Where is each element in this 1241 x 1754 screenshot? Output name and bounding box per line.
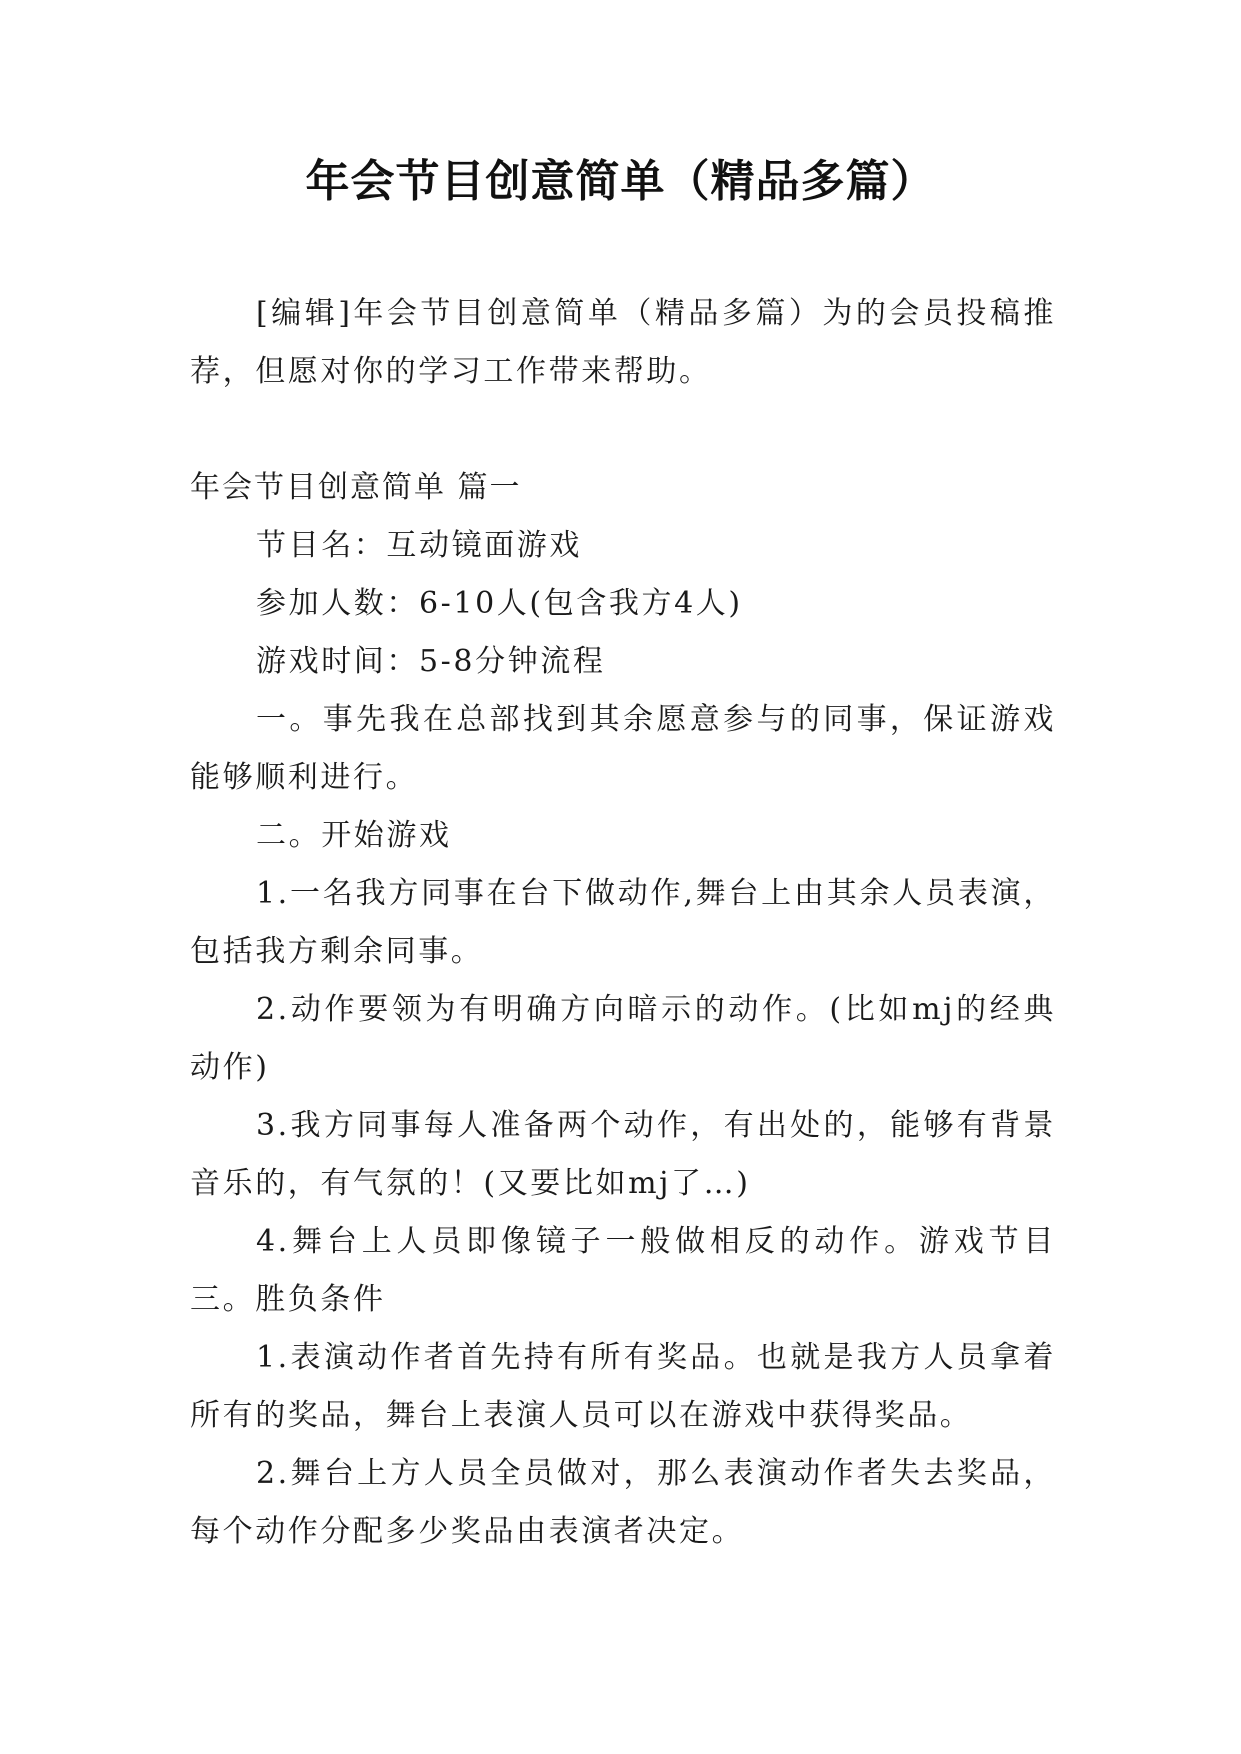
paragraph-game-time: 游戏时间：5-8分钟流程: [256, 644, 606, 679]
paragraph-rule-2: 2.动作要领为有明确方向暗示的动作。(比如mj的经典动作): [190, 992, 1056, 1085]
paragraph-rule-3: 3.我方同事每人准备两个动作，有出处的，能够有背景音乐的，有气氛的！(又要比如mj了…): [190, 1108, 1056, 1201]
paragraph-participants: 参加人数：6-10人(包含我方4人): [256, 586, 743, 621]
document-title: 年会节目创意简单（精品多篇）: [305, 156, 936, 207]
document-body: [190, 285, 1056, 1561]
intro-paragraph: [编辑]年会节目创意简单（精品多篇）为的会员投稿推荐，但愿对你的学习工作带来帮助。: [190, 296, 1056, 389]
paragraph-program-name: 节目名：互动镜面游戏: [256, 528, 582, 563]
paragraph-condition-1: 1.表演动作者首先持有所有奖品。也就是我方人员拿着所有的奖品，舞台上表演人员可以在游戏中获得奖品。: [190, 1340, 1056, 1433]
section-heading: 年会节目创意简单 篇一: [190, 470, 522, 505]
paragraph-step-one: 一。事先我在总部找到其余愿意参与的同事，保证游戏能够顺利进行。: [190, 702, 1056, 795]
paragraph-rule-4: 4.舞台上人员即像镜子一般做相反的动作。游戏节目三。胜负条件: [190, 1224, 1056, 1317]
paragraph-rule-1: 1.一名我方同事在台下做动作,舞台上由其余人员表演，包括我方剩余同事。: [190, 876, 1056, 969]
paragraph-step-two: 二。开始游戏: [256, 818, 452, 853]
paragraph-condition-2: 2.舞台上方人员全员做对，那么表演动作者失去奖品，每个动作分配多少奖品由表演者决定。: [190, 1456, 1056, 1549]
